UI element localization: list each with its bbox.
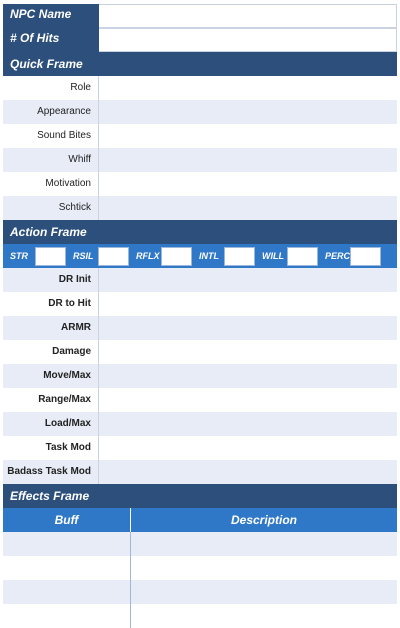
quick-field-value[interactable]: [99, 172, 397, 196]
action-frame-header: Action Frame: [3, 220, 397, 244]
stat-will: [255, 247, 318, 266]
action-field-value[interactable]: [99, 436, 397, 460]
stat-label: RFLX: [136, 251, 160, 261]
action-field-row: [3, 316, 397, 340]
stat-label: INTL: [199, 251, 219, 261]
buff-cell[interactable]: [3, 580, 131, 604]
effects-frame-header: Effects Frame: [3, 484, 397, 508]
description-cell[interactable]: [131, 556, 397, 580]
npc-sheet: [3, 4, 397, 628]
stat-input[interactable]: [35, 247, 66, 266]
action-field-label: Move/Max: [3, 364, 99, 388]
stat-str: [3, 247, 66, 266]
action-field-row: [3, 292, 397, 316]
npc-name-label: NPC Name: [3, 4, 99, 28]
action-field-value[interactable]: [99, 316, 397, 340]
quick-field-row: [3, 172, 397, 196]
description-cell[interactable]: [131, 580, 397, 604]
quick-field-value[interactable]: [99, 124, 397, 148]
effect-row: [3, 556, 397, 580]
action-field-value[interactable]: [99, 388, 397, 412]
quick-frame-header: Quick Frame: [3, 52, 397, 76]
npc-name-row: [3, 4, 397, 28]
quick-field-label: Schtick: [3, 196, 99, 220]
effect-row: [3, 604, 397, 628]
buff-cell[interactable]: [3, 604, 131, 628]
action-field-value[interactable]: [99, 412, 397, 436]
stat-intl: [192, 247, 255, 266]
action-field-label: Task Mod: [3, 436, 99, 460]
stat-input[interactable]: [224, 247, 255, 266]
stat-rsil: [66, 247, 129, 266]
quick-field-label: Sound Bites: [3, 124, 99, 148]
buff-column-label: Buff: [3, 508, 131, 532]
description-cell[interactable]: [131, 604, 397, 628]
action-field-row: [3, 460, 397, 484]
stat-input[interactable]: [98, 247, 129, 266]
stat-label: STR: [10, 251, 28, 261]
stat-input[interactable]: [287, 247, 318, 266]
quick-field-label: Whiff: [3, 148, 99, 172]
action-field-row: [3, 340, 397, 364]
stat-rflx: [129, 247, 192, 266]
quick-field-row: [3, 100, 397, 124]
quick-field-row: [3, 124, 397, 148]
quick-field-value[interactable]: [99, 100, 397, 124]
stat-label: WILL: [262, 251, 284, 261]
action-field-value[interactable]: [99, 340, 397, 364]
quick-field-value[interactable]: [99, 148, 397, 172]
action-field-row: [3, 388, 397, 412]
quick-field-row: [3, 196, 397, 220]
action-field-label: Range/Max: [3, 388, 99, 412]
quick-field-value[interactable]: [99, 196, 397, 220]
buff-cell[interactable]: [3, 556, 131, 580]
action-field-label: DR to Hit: [3, 292, 99, 316]
stat-perc: [318, 247, 381, 266]
effects-column-header: [3, 508, 397, 532]
action-field-label: Load/Max: [3, 412, 99, 436]
npc-name-field[interactable]: [99, 4, 397, 28]
action-field-row: [3, 436, 397, 460]
quick-field-label: Role: [3, 76, 99, 100]
quick-field-row: [3, 148, 397, 172]
buff-cell[interactable]: [3, 532, 131, 556]
description-column-label: Description: [230, 513, 297, 527]
action-field-label: Badass Task Mod: [3, 460, 99, 484]
quick-field-row: [3, 76, 397, 100]
action-field-label: ARMR: [3, 316, 99, 340]
quick-field-label: Appearance: [3, 100, 99, 124]
stat-label: PERC: [325, 251, 351, 261]
action-field-value[interactable]: [99, 364, 397, 388]
stat-input[interactable]: [350, 247, 381, 266]
hits-label: # Of Hits: [3, 28, 99, 52]
stat-label: RSIL: [73, 251, 94, 261]
action-field-value[interactable]: [99, 292, 397, 316]
description-cell[interactable]: [131, 532, 397, 556]
effect-row: [3, 580, 397, 604]
effect-row: [3, 532, 397, 556]
action-field-row: [3, 364, 397, 388]
stats-bar: [3, 244, 397, 268]
action-field-value[interactable]: [99, 460, 397, 484]
stat-input[interactable]: [161, 247, 192, 266]
quick-field-label: Motivation: [3, 172, 99, 196]
action-field-label: DR Init: [3, 268, 99, 292]
action-field-label: Damage: [3, 340, 99, 364]
hits-field[interactable]: [99, 28, 397, 52]
action-field-value[interactable]: [99, 268, 397, 292]
hits-row: [3, 28, 397, 52]
action-field-row: [3, 268, 397, 292]
action-field-row: [3, 412, 397, 436]
quick-field-value[interactable]: [99, 76, 397, 100]
